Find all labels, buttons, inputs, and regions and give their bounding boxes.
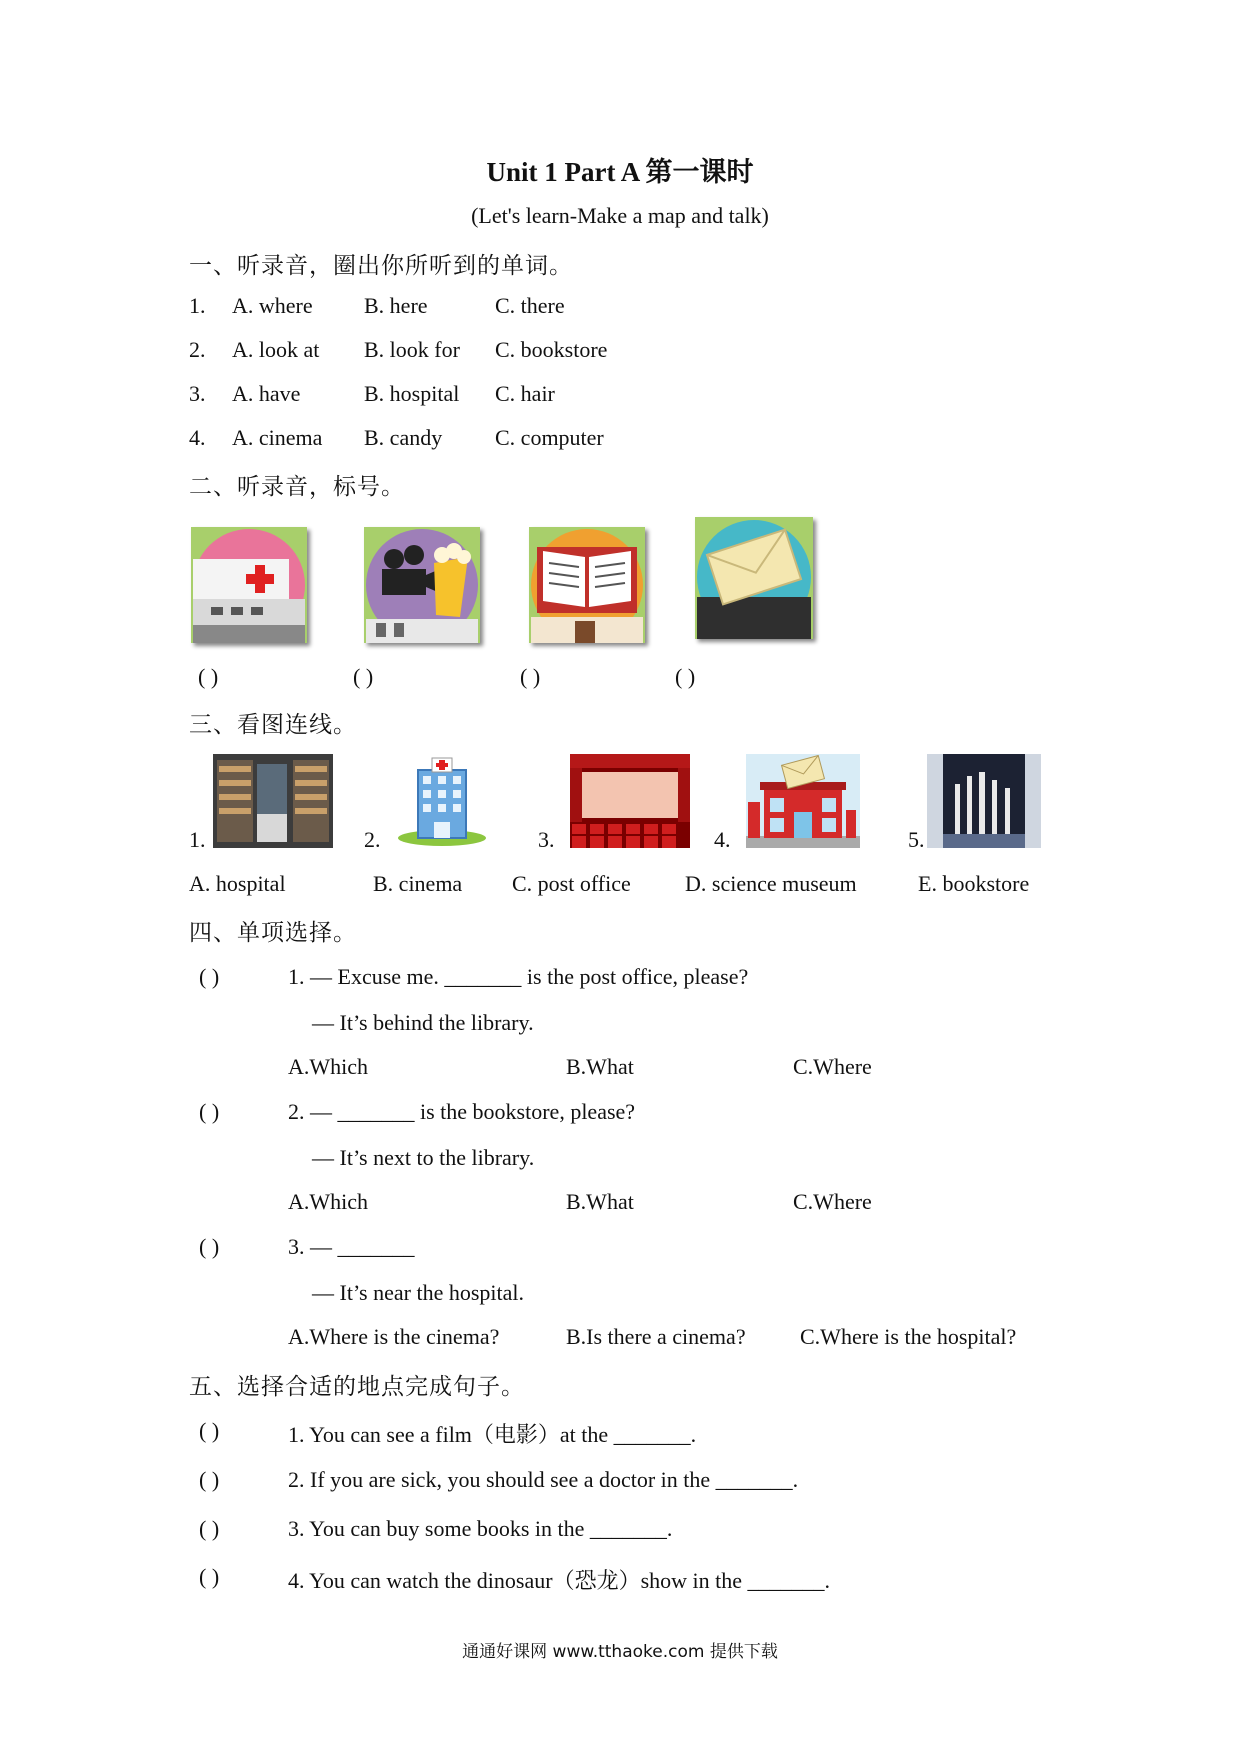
page-footer: 通通好课网 www.tthaoke.com 提供下载 — [462, 1642, 778, 1662]
choice-a: A.Where is the cinema? — [288, 1324, 500, 1349]
choice-c: C.Where — [793, 1189, 872, 1214]
answer-line: — It’s next to the library. — [312, 1145, 535, 1170]
answer-paren[interactable]: ( ) — [199, 1564, 220, 1589]
page-title: Unit 1 Part A 第一课时 — [486, 157, 754, 187]
p1-num: 1. — [189, 293, 206, 318]
p1-option-a: A. look at — [232, 337, 320, 362]
p1-option-c: C. bookstore — [495, 337, 608, 362]
choice-b: B.What — [566, 1189, 634, 1214]
p1-option-b: B. hospital — [364, 381, 460, 406]
open-book-icon — [529, 527, 645, 643]
match-option: E. bookstore — [918, 871, 1030, 896]
picture-number: 5. — [908, 827, 925, 852]
p1-option-c: C. hair — [495, 381, 555, 406]
match-option: C. post office — [512, 871, 631, 896]
p1-option-a: A. where — [232, 293, 313, 318]
question-text: 2. — _______ is the bookstore, please? — [288, 1099, 636, 1124]
p1-option-a: A. cinema — [232, 425, 323, 450]
answer-paren[interactable]: ( ) — [199, 1516, 220, 1541]
answer-paren[interactable]: ( ) — [520, 664, 541, 689]
page-subtitle: (Let's learn-Make a map and talk) — [471, 203, 769, 228]
sentence-text: 2. If you are sick, you should see a doctor in the _______. — [288, 1467, 799, 1492]
section-5-heading: 五、选择合适的地点完成句子。 — [189, 1374, 525, 1400]
answer-paren[interactable]: ( ) — [199, 1418, 220, 1443]
p1-num: 3. — [189, 381, 206, 406]
section-4-heading: 四、单项选择。 — [189, 920, 357, 946]
post-office-icon — [746, 754, 860, 848]
answer-paren[interactable]: ( ) — [199, 964, 220, 989]
answer-line: — It’s near the hospital. — [312, 1280, 525, 1305]
answer-paren[interactable]: ( ) — [198, 664, 219, 689]
choice-a: A.Which — [288, 1189, 369, 1214]
sentence-text: 1. You can see a film（电影）at the _______. — [288, 1422, 697, 1447]
section-1-heading: 一、听录音，圈出你所听到的单词。 — [189, 253, 573, 279]
choice-c: C.Where is the hospital? — [800, 1324, 1017, 1349]
cinema-photo — [570, 754, 690, 848]
choice-c: C.Where — [793, 1054, 872, 1079]
p1-option-b: B. candy — [364, 425, 443, 450]
p1-num: 2. — [189, 337, 206, 362]
p1-option-c: C. there — [495, 293, 565, 318]
p1-num: 4. — [189, 425, 206, 450]
hospital-icon — [191, 527, 307, 643]
p1-option-a: A. have — [232, 381, 301, 406]
picture-number: 3. — [538, 827, 555, 852]
question-text: 3. — _______ — [288, 1234, 415, 1259]
picture-number: 4. — [714, 827, 731, 852]
answer-paren[interactable]: ( ) — [199, 1467, 220, 1492]
bookstore-photo — [213, 754, 333, 848]
envelope-icon — [695, 517, 813, 639]
question-text: 1. — Excuse me. _______ is the post office, please? — [288, 964, 749, 989]
picture-number: 1. — [189, 827, 206, 852]
answer-paren[interactable]: ( ) — [353, 664, 374, 689]
choice-b: B.Is there a cinema? — [566, 1324, 746, 1349]
p1-option-c: C. computer — [495, 425, 604, 450]
section-2-heading: 二、听录音，标号。 — [189, 474, 405, 500]
match-option: A. hospital — [189, 871, 286, 896]
choice-b: B.What — [566, 1054, 634, 1079]
section-3-heading: 三、看图连线。 — [189, 712, 357, 738]
popcorn-film-camera-icon — [364, 527, 480, 643]
p1-option-b: B. here — [364, 293, 428, 318]
hospital-building-icon — [396, 754, 488, 848]
match-option: D. science museum — [685, 871, 857, 896]
answer-line: — It’s behind the library. — [312, 1010, 534, 1035]
choice-a: A.Which — [288, 1054, 369, 1079]
answer-paren[interactable]: ( ) — [675, 664, 696, 689]
match-option: B. cinema — [373, 871, 463, 896]
picture-number: 2. — [364, 827, 381, 852]
science-museum-photo — [927, 754, 1041, 848]
answer-paren[interactable]: ( ) — [199, 1099, 220, 1124]
sentence-text: 4. You can watch the dinosaur（恐龙）show in the _______. — [288, 1568, 831, 1593]
p1-option-b: B. look for — [364, 337, 460, 362]
sentence-text: 3. You can buy some books in the _______. — [288, 1516, 673, 1541]
answer-paren[interactable]: ( ) — [199, 1234, 220, 1259]
